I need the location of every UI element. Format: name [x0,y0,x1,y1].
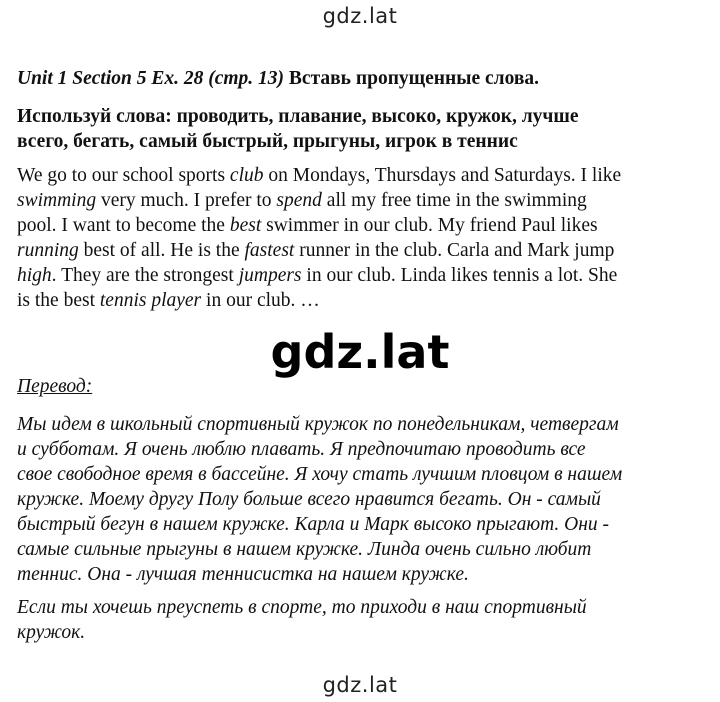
answer-word: swimming [17,190,97,211]
answer-word: best [229,215,262,236]
translation-paragraph [17,412,709,587]
answer-word: running [17,240,79,261]
exercise-task: Вставь пропущенные слова. [284,68,540,89]
answer-word: club [229,165,264,186]
translation-line: свое свободное время в бассейне. Я хочу стать лучшим пловцом в нашем [17,464,623,485]
instruction-line: Используй слова: проводить, плавание, высоко, кружок, лучше [17,106,579,127]
text-span: in our club. Linda likes tennis a lot. She [301,265,618,286]
instruction-line: всего, бегать, самый быстрый, прыгуны, игрок в теннис [17,131,518,152]
text-line [17,288,709,313]
text-line [17,263,709,288]
text-span: We go to our school sports [17,165,230,186]
text-span: runner in the club. Carla and Mark jump [294,240,615,261]
text-span: all my free time in the swimming [321,190,587,211]
translation-line: кружке. Моему другу Полу больше всего нравится бегать. Он - самый [17,489,601,510]
translation-line: и субботам. Я очень люблю плавать. Я предпочитаю проводить все [17,439,586,460]
text-span: . They are the strongest [51,265,239,286]
translation-line: кружок. [17,622,86,643]
exercise-number: Unit 1 Section 5 Ex. 28 (стр. 13) [17,68,285,89]
translation-paragraph [17,595,709,645]
text-span: swimmer in our club. My friend Paul likes [261,215,598,236]
answer-word: jumpers [238,265,302,286]
word-bank-instruction [17,104,709,154]
answer-word: high [17,265,52,286]
answer-word: fastest [244,240,295,261]
translation-line: Если ты хочешь преуспеть в спорте, то приходи в наш спортивный [17,597,587,618]
english-text [17,163,709,313]
text-span: very much. I prefer to [96,190,277,211]
translation-line: самые сильные прыгуны в нашем кружке. Линда очень сильно любит [17,539,592,560]
watermark-middle: gdz.lat [270,325,450,379]
text-span: in our club. … [201,290,320,311]
translation-line: Мы идем в школьный спортивный кружок по понедельникам, четвергам [17,414,619,435]
answer-word: tennis player [99,290,202,311]
text-line [17,163,709,188]
text-line [17,238,709,263]
translation-text [17,412,709,653]
text-span: is the best [17,290,100,311]
text-span: best of all. He is the [78,240,245,261]
watermark-bottom: gdz.lat [322,673,398,697]
watermark-top: gdz.lat [322,4,398,28]
text-line [17,213,709,238]
answer-word: spend [276,190,322,211]
translation-line: быстрый бегун в нашем кружке. Карла и Марк высоко прыгают. Они - [17,514,610,535]
translation-label: Перевод: [17,376,93,397]
text-line [17,188,709,213]
text-span: pool. I want to become the [17,215,230,236]
text-span: on Mondays, Thursdays and Saturdays. I like [263,165,622,186]
exercise-content [17,66,709,313]
translation-line: теннис. Она - лучшая теннисистка на нашем кружке. [17,564,469,585]
exercise-heading [17,66,709,91]
